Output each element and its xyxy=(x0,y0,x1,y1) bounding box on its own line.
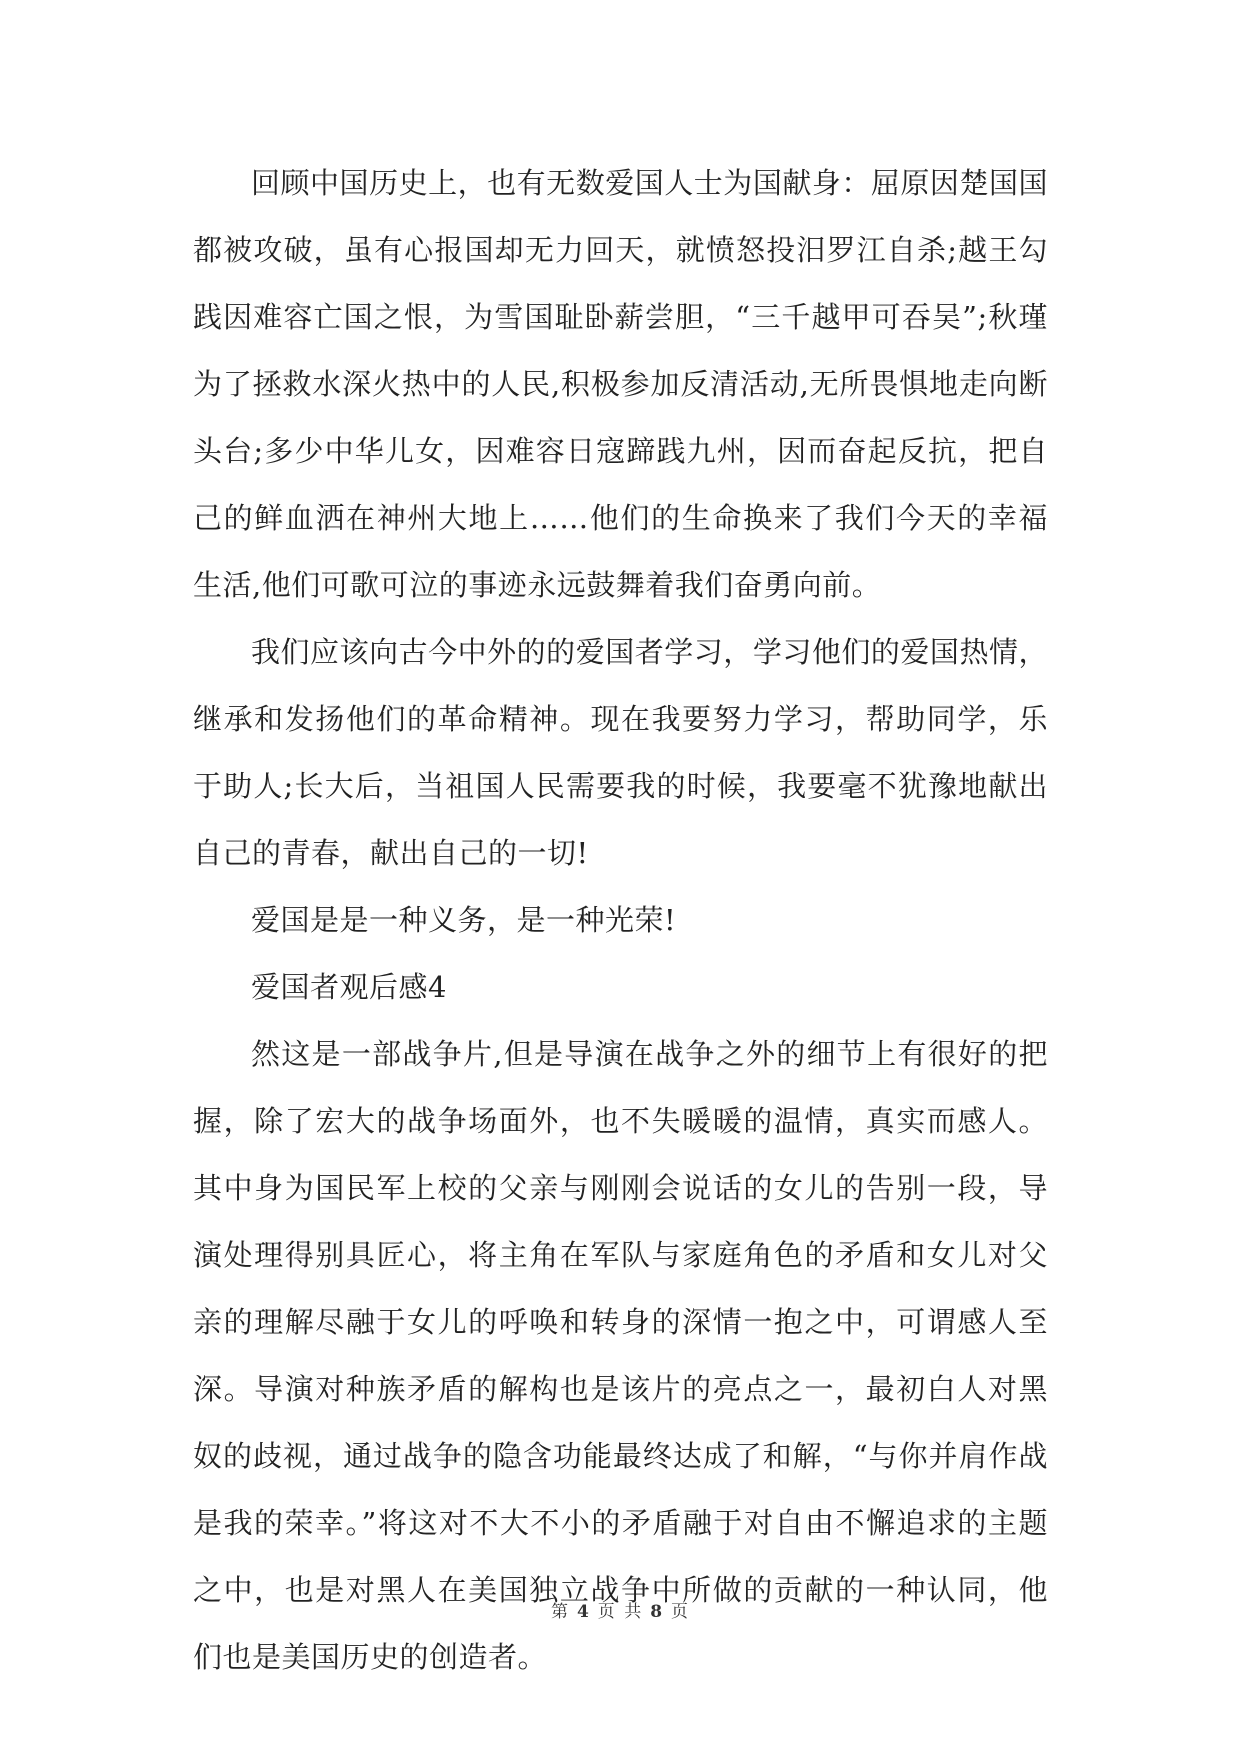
footer-total-pages: 8 xyxy=(650,1602,665,1622)
document-body xyxy=(193,150,1048,1691)
footer-middle: 页 共 xyxy=(597,1602,644,1622)
footer-current-page: 4 xyxy=(576,1602,591,1622)
footer-prefix: 第 xyxy=(550,1602,570,1622)
paragraph-duty: 爱国是是一种义务，是一种光荣! xyxy=(251,903,677,937)
paragraph-learn: 我们应该向古今中外的的爱国者学习，学习他们的爱国热情，继承和发扬他们的革命精神。现在我要努力学习，帮助同学，乐于助人;长大后，当祖国人民需要我的时候，我要毫不犹豫地献出自己的青春，献出自己的一切! xyxy=(193,635,1048,870)
paragraph-review: 然这是一部战争片,但是导演在战争之外的细节上有很好的把握，除了宏大的战争场面外，也不失暖暖的温情，真实而感人。其中身为国民军上校的父亲与刚刚会说话的女儿的告别一段，导演处理得别具匠心，将主角在军队与家庭角色的矛盾和女儿对父亲的理解尽融于女儿的呼唤和转身的深情一抱之中，可谓感人至深。导演对种族矛盾的解构也是该片的亮点之一，最初白人对黑奴的歧视，通过战争的隐含功能最终达成了和解，“与你并肩作战是我的荣幸。”将这对不大不小的矛盾融于对自由不懈追求的主题之中，也是对黑人在美国独立战争中所做的贡献的一种认同，他们也是美国历史的创造者。 xyxy=(193,1037,1048,1674)
page-footer xyxy=(0,1597,1241,1622)
section-heading: 爱国者观后感4 xyxy=(251,970,447,1004)
footer-suffix: 页 xyxy=(671,1602,691,1622)
paragraph-history: 回顾中国历史上，也有无数爱国人士为国献身：屈原因楚国国都被攻破，虽有心报国却无力回天，就愤怒投汨罗江自杀;越王勾践因难容亡国之恨，为雪国耻卧薪尝胆，“三千越甲可吞吴”;秋瑾为了拯救水深火热中的人民,积极参加反清活动,无所畏惧地走向断头台;多少中华儿女，因难容日寇蹄践九州，因而奋起反抗，把自己的鲜血洒在神州大地上……他们的生命换来了我们今天的幸福生活,他们可歌可泣的事迹永远鼓舞着我们奋勇向前。 xyxy=(193,166,1048,602)
